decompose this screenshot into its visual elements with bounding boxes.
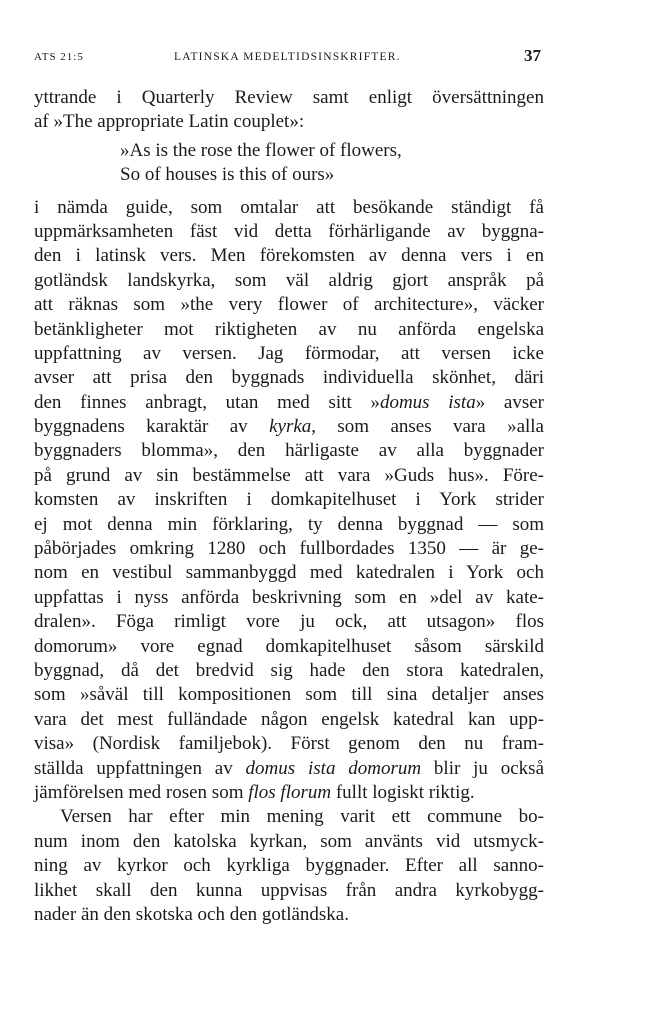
text-line [34,110,544,134]
text-line [34,513,544,537]
text-segment: byggnaders blomma», den härligaste av alla byggnader [34,440,544,462]
text-line [34,586,544,610]
text-line [34,391,544,415]
text-segment: nader än den skotska och den gotländska. [34,903,349,925]
text-segment: ej mot denna min förklaring, ty denna byggnad — som [34,513,544,535]
body-text [34,86,544,927]
text-line [34,757,544,781]
text-segment: som »såväl till kompositionen som till sina detaljer anses [34,684,544,706]
text-segment: betänkligheter mot riktigheten av nu anförda engelska [34,318,544,340]
text-line [34,879,544,903]
text-line [34,659,544,683]
text-line [34,610,544,634]
text-segment: blir ju också [421,757,545,779]
text-segment: uppfattning av versen. Jag förmodar, att versen icke [34,342,544,364]
text-line [34,244,544,268]
text-line [120,163,544,187]
text-segment: på grund av sin bestämmelse att vara »Guds hus». Före- [34,464,544,486]
text-segment: So of houses is this of ours» [120,164,335,186]
text-line [34,854,544,878]
signature-mark: ATS 21:5 [34,51,84,63]
text-line [120,139,544,163]
text-segment: uppfattas i nyss anförda beskrivning som en »del av kate- [34,586,544,608]
text-segment: gotländsk landskyrka, som väl aldrig gjort anspråk på [34,269,544,291]
text-segment: den i latinsk vers. Men förekomsten av denna vers i en [34,245,544,267]
text-segment: yttrande i Quarterly Review samt enligt översättningen [34,87,544,108]
text-line [34,635,544,659]
text-line [34,488,544,512]
text-line [34,439,544,463]
page-number: 37 [524,46,541,65]
text-segment: ställda uppfattningen av [34,757,246,779]
text-segment: num inom den katolska kyrkan, som använts vid utsmyck- [34,830,544,852]
text-line [34,708,544,732]
text-line [34,220,544,244]
text-segment: byggnadens karaktär av [34,416,270,438]
text-segment: att räknas som »the very flower of architecture», väcker [34,294,544,316]
text-segment: Versen har efter min mening varit ett commune bo- [60,806,544,828]
italic-text: kyrka [269,416,312,438]
text-line [34,366,544,390]
text-segment: , som anses vara »alla [311,416,544,438]
verse-quote [34,139,544,188]
text-line [34,464,544,488]
text-line [34,781,544,805]
text-segment: af »The appropriate Latin couplet»: [34,111,305,133]
text-line [34,86,544,110]
text-line [34,318,544,342]
italic-text: flos florum [248,781,332,803]
running-title: LATINSKA MEDELTIDSINSKRIFTER. [174,51,401,63]
paragraph [34,86,544,135]
text-segment: nom en vestibul sammanbyggd med katedralen i York och [34,562,544,584]
text-line [34,293,544,317]
text-segment: byggnad, då det bredvid sig hade den stora katedralen, [34,659,544,681]
text-segment: jämförelsen med rosen som [34,781,249,803]
text-segment: domorum» vore egnad domkapitelhuset såsom särskild [34,635,544,657]
text-segment: » avser [475,391,544,413]
text-segment: »As is the rose the flower of flowers, [120,139,402,161]
text-line [34,415,544,439]
text-line [34,342,544,366]
text-line [34,196,544,220]
text-line [34,805,544,829]
text-segment: komsten av inskriften i domkapitelhuset i York strider [34,489,544,511]
text-line [34,537,544,561]
text-segment: uppmärksamheten fäst vid detta förhärligande av byggna- [34,220,544,242]
text-line [34,561,544,585]
text-segment: ning av kyrkor och kyrkliga byggnader. Efter all sanno- [34,855,544,877]
text-segment: vara det mest fulländade någon engelsk katedral kan upp- [34,708,544,730]
text-line [34,903,544,927]
text-segment: visa» (Nordisk familjebok). Först genom den nu fram- [34,733,544,755]
running-header [34,48,544,68]
text-segment: likhet skall den kunna uppvisas från andra kyrkobygg- [34,879,544,901]
paragraph [34,196,544,806]
text-segment: fullt logiskt riktig. [331,781,475,803]
italic-text: domus ista [379,391,476,413]
text-line [34,732,544,756]
text-line [34,830,544,854]
text-segment: avser att prisa den byggnads individuella skönhet, däri [34,367,544,389]
italic-text: domus ista domorum [245,757,422,779]
paragraph [34,805,544,927]
text-line [34,683,544,707]
text-segment: påbörjades omkring 1280 och fullbordades 1350 — är ge- [34,538,544,560]
text-line [34,269,544,293]
text-segment: dralen». Föga rimligt vore ju ock, att utsagon» flos [34,611,544,633]
text-segment: den finnes anbragt, utan med sitt » [34,391,380,413]
text-segment: i nämda guide, som omtalar att besökande ständigt få [34,196,544,218]
